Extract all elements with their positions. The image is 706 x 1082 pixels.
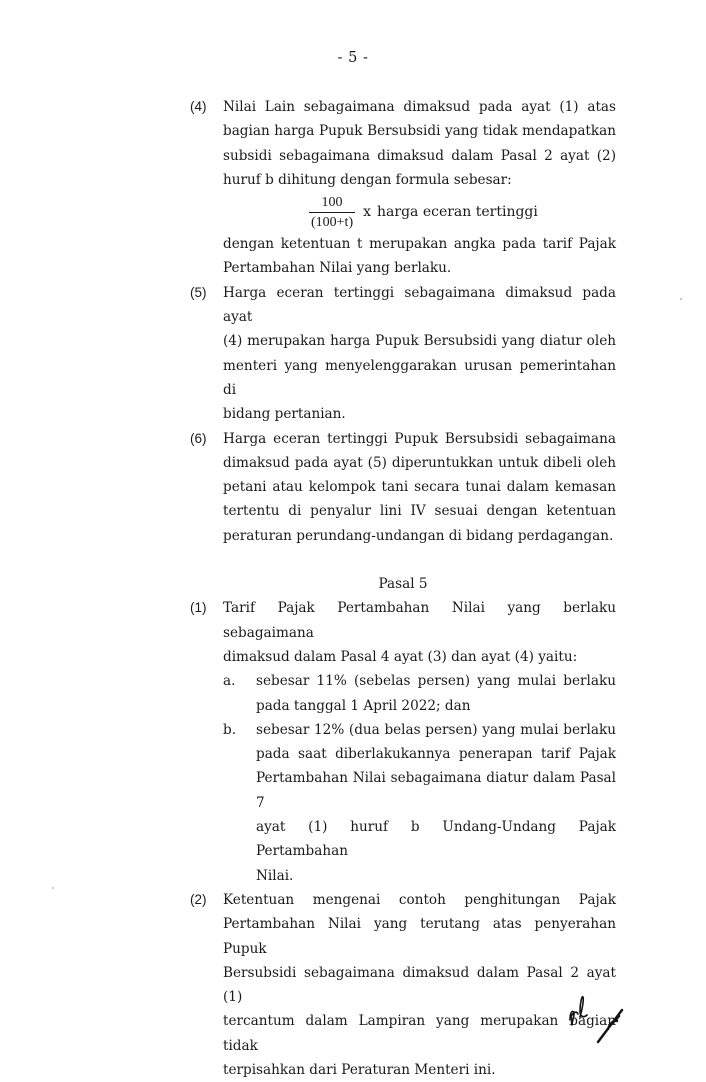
article5-paragraph-2 bbox=[190, 888, 616, 1082]
text-line: sebesar 11% (sebelas persen) yang mulai berlaku bbox=[256, 673, 616, 690]
text-line: peraturan perundang-undangan di bidang perdagangan. bbox=[223, 527, 614, 544]
text-line: huruf b dihitung dengan formula sebesar: bbox=[223, 171, 512, 188]
text-line: petani atau kelompok tani secara tunai dalam kemasan bbox=[223, 479, 616, 496]
paragraph-number: (6) bbox=[190, 430, 207, 446]
text-line: tertentu di penyalur lini IV sesuai dengan ketentuan bbox=[223, 503, 616, 520]
text-line: Nilai Lain sebagaimana dimaksud pada ayat (1) atas bbox=[223, 99, 616, 115]
text-line: sebesar 12% (dua belas persen) yang mulai berlaku bbox=[256, 721, 616, 738]
document-body bbox=[190, 95, 616, 1082]
text-line: menteri yang menyelenggarakan urusan pemerintahan di bbox=[223, 357, 616, 398]
text-line: Ketentuan mengenai contoh penghitungan Pajak bbox=[223, 891, 616, 908]
text-line: ayat (1) huruf b Undang-Undang Pajak Pertambahan bbox=[256, 819, 616, 860]
text-line: Bersubsidi sebagaimana dimaksud dalam Pasal 2 ayat (1) bbox=[223, 964, 616, 1006]
fraction bbox=[309, 194, 355, 231]
initials-signature-icon bbox=[560, 985, 650, 1045]
list-item-b bbox=[223, 718, 616, 888]
text-line: pada saat diberlakukannya penerapan tarif Pajak bbox=[256, 746, 616, 763]
text-line: bidang pertanian. bbox=[223, 406, 346, 423]
scan-speck bbox=[52, 887, 54, 889]
paragraph-number: (2) bbox=[190, 891, 207, 907]
text-line: bagian harga Pupuk Bersubsidi yang tidak mendapatkan bbox=[223, 123, 616, 140]
fraction-denominator: (100+t) bbox=[309, 212, 355, 231]
text-line: Tarif Pajak Pertambahan Nilai yang berlaku sebagaimana bbox=[223, 600, 616, 641]
text-line: pada tanggal 1 April 2022; dan bbox=[256, 697, 471, 714]
paragraph-4 bbox=[190, 95, 616, 281]
text-line: subsidi sebagaimana dimaksud dalam Pasal 2 ayat (2) bbox=[223, 147, 616, 164]
list-item-label: b. bbox=[223, 721, 237, 738]
text-line: Pertambahan Nilai sebagaimana diatur dalam Pasal 7 bbox=[256, 770, 616, 811]
text-line: Pertambahan Nilai yang terutang atas penyerahan Pupuk bbox=[223, 916, 616, 957]
multiply-operator: x bbox=[363, 204, 372, 221]
list-item-a bbox=[223, 669, 616, 718]
formula-text: harga eceran tertinggi bbox=[377, 204, 538, 221]
scan-speck bbox=[680, 298, 682, 300]
text-line: Pertambahan Nilai yang berlaku. bbox=[223, 260, 452, 277]
text-line: terpisahkan dari Peraturan Menteri ini. bbox=[223, 1061, 496, 1078]
vat-formula bbox=[223, 190, 616, 234]
article-heading: Pasal 5 bbox=[378, 576, 428, 593]
article5-paragraph-1 bbox=[190, 596, 616, 888]
list-item-label: a. bbox=[223, 673, 236, 690]
paragraph-number: (1) bbox=[190, 600, 207, 616]
paragraph-number: (5) bbox=[190, 284, 207, 300]
text-line: dimaksud pada ayat (5) diperuntukkan untuk dibeli oleh bbox=[223, 454, 616, 471]
paragraph-5 bbox=[190, 281, 616, 427]
text-line: Harga eceran tertinggi sebagaimana dimaksud pada ayat bbox=[223, 284, 616, 326]
paragraph-number: (4) bbox=[190, 99, 207, 114]
text-line: dimaksud dalam Pasal 4 ayat (3) dan ayat (4) yaitu: bbox=[223, 648, 578, 665]
text-line: dengan ketentuan t merupakan angka pada tarif Pajak bbox=[223, 236, 616, 253]
text-line: (4) merupakan harga Pupuk Bersubsidi yang diatur oleh bbox=[223, 333, 616, 350]
text-line: tercantum dalam Lampiran yang merupakan bagian tidak bbox=[223, 1013, 616, 1054]
text-line: Harga eceran tertinggi Pupuk Bersubsidi sebagaimana bbox=[223, 430, 616, 447]
text-line: Nilai. bbox=[256, 867, 294, 884]
paragraph-6 bbox=[190, 427, 616, 548]
page-number: - 5 - bbox=[337, 50, 369, 66]
fraction-numerator: 100 bbox=[321, 194, 343, 210]
